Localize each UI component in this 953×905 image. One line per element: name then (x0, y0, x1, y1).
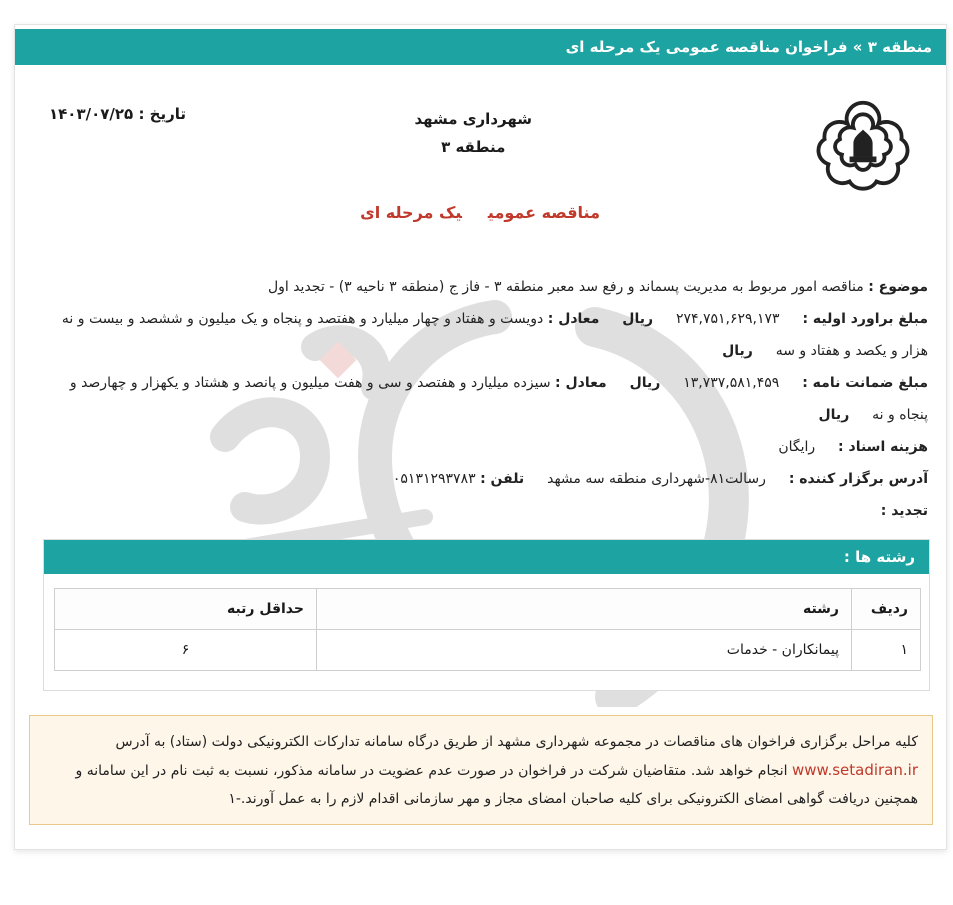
fields-table (54, 588, 921, 671)
page-title: منطقه ۳ » فراخوان مناقصه عمومی یک مرحله ای (565, 38, 932, 56)
guarantee-line (45, 367, 928, 431)
guarantee-label: مبلغ ضمانت نامه : (802, 375, 928, 391)
tender-type (360, 203, 600, 222)
notice-text-part2: انجام خواهد شد. متقاضیان شرکت در فراخوان در صورت عدم عضویت در سامانه مذکور، نسبت به ثبت نام در این سامانه و همچنین دریافت گواهی امضای الکترونیکی برای کلیه صاحبان امضای مجاز و مهر سازمانی اقدام لازم را به عمل آورند.-۱ (75, 763, 918, 807)
fields-section (43, 539, 930, 691)
estimate-line (45, 303, 928, 367)
docs-cost-line (45, 431, 928, 463)
guarantee-words-currency: ریال (818, 407, 850, 423)
estimate-label: مبلغ براورد اولیه : (802, 311, 928, 327)
docs-cost-value: رایگان (778, 439, 816, 455)
table-row (55, 630, 921, 671)
phone-value: ۰۵۱۳۱۲۹۳۷۸۳ (392, 471, 476, 487)
column-min-rank: حداقل رتبه (55, 589, 317, 630)
column-field: رشته (317, 589, 852, 630)
column-row-number: ردیف (852, 589, 921, 630)
address-line (45, 463, 928, 495)
date-block (49, 105, 186, 123)
notice-box (29, 715, 933, 825)
organization-name: شهرداری مشهد (414, 110, 532, 128)
guarantee-currency: ریال (629, 375, 661, 391)
notice-text-part1: کلیه مراحل برگزاری فراخوان های مناقصات در مجموعه شهرداری مشهد از طریق درگاه سامانه تدارکات الکترونیکی دولت (ستاد) به آدرس (115, 734, 918, 750)
tender-page (14, 24, 947, 850)
organization-region: منطقه ۳ (441, 138, 506, 156)
estimate-words: دویست و هفتاد و چهار میلیارد و هفتصد و پنجاه و یک میلیون و ششصد و بیست و نه هزار و یکصد و هفتاد و سه (61, 311, 928, 359)
municipality-logo (815, 97, 911, 193)
subject-value: مناقصه امور مربوط به مدیریت پسماند و رفع سد معبر منطقه ۳ - فاز ج (منطقه ۳ ناحیه ۳) - تجدید اول (267, 279, 864, 295)
row-number: ۱ (852, 630, 921, 671)
date-value: ۱۴۰۳/۰۷/۲۵ (49, 105, 134, 123)
estimate-equiv-label: معادل : (547, 311, 600, 327)
row-min-rank: ۶ (55, 630, 317, 671)
subject-label: موضوع : (868, 279, 928, 295)
row-field: پیمانکاران - خدمات (317, 630, 852, 671)
estimate-words-currency: ریال (722, 343, 753, 359)
renewal-label: تجدید : (880, 503, 928, 519)
address-value: رسالت۸۱-شهرداری منطقه سه مشهد (547, 471, 766, 487)
page-title-bar (15, 29, 946, 65)
tender-details (45, 271, 928, 527)
organization-block (414, 105, 532, 161)
guarantee-value: ۱۳,۷۳۷,۵۸۱,۴۵۹ (683, 375, 780, 391)
subject-line (45, 271, 928, 303)
phone-label: تلفن : (480, 471, 525, 487)
tender-type-secondary: یک مرحله ای (360, 203, 462, 222)
tender-type-primary: مناقصه عمومی (487, 203, 600, 222)
estimate-currency: ریال (622, 311, 654, 327)
renewal-line (45, 495, 928, 527)
guarantee-equiv-label: معادل : (555, 375, 607, 391)
estimate-value: ۲۷۴,۷۵۱,۶۲۹,۱۷۳ (675, 311, 780, 327)
fields-heading: رشته ها : (44, 540, 929, 574)
guarantee-words: سیزده میلیارد و هفتصد و سی و هفت میلیون و پانصد و هشتاد و یکهزار و چهارصد و پنجاه و نه (69, 375, 928, 423)
docs-cost-label: هزینه اسناد : (838, 439, 928, 455)
fields-table-header (55, 589, 921, 630)
setadiran-link[interactable]: www.setadiran.ir (792, 761, 918, 779)
date-label: تاریخ : (138, 105, 187, 123)
address-label: آدرس برگزار کننده : (788, 471, 928, 487)
